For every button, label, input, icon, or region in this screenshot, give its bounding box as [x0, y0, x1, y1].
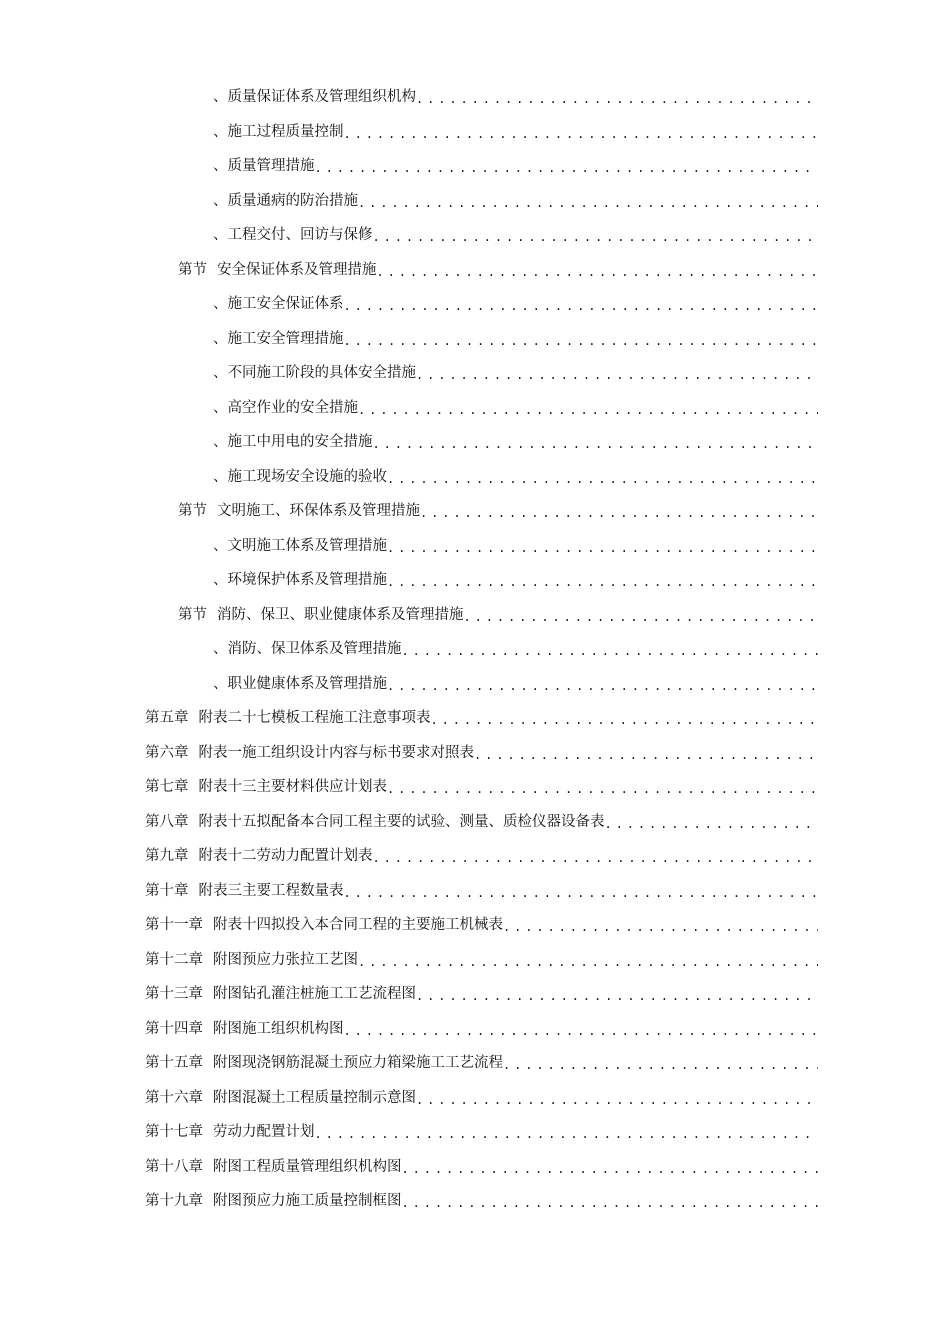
- toc-entry[interactable]: [0, 494, 950, 529]
- toc-entry-number: 第十四章: [145, 1020, 203, 1037]
- toc-entry-title: 安全保证体系及管理措施: [217, 261, 377, 278]
- toc-entry-title: 附图施工组织机构图: [213, 1020, 344, 1037]
- toc-entry[interactable]: [0, 1012, 950, 1047]
- toc-dot-leader: [344, 128, 819, 140]
- toc-entry-title: 附表十五拟配备本合同工程主要的试验、测量、质检仪器设备表: [198, 813, 605, 830]
- toc-dot-leader: [387, 680, 818, 692]
- toc-entry[interactable]: [0, 598, 950, 633]
- toc-dot-leader: [387, 783, 818, 795]
- toc-dot-leader: [373, 438, 819, 450]
- toc-dot-leader: [387, 576, 818, 588]
- toc-entry[interactable]: [0, 460, 950, 495]
- toc-dot-leader: [387, 542, 818, 554]
- toc-dot-leader: [344, 887, 819, 899]
- toc-entry[interactable]: [0, 356, 950, 391]
- toc-entry-number: 第十二章: [145, 951, 203, 968]
- toc-entry-title: 施工安全管理措施: [227, 330, 344, 347]
- toc-entry-number: 、: [213, 89, 228, 105]
- toc-entry[interactable]: [0, 632, 950, 667]
- toc-entry[interactable]: [0, 529, 950, 564]
- toc-entry[interactable]: [0, 218, 950, 253]
- toc-entry[interactable]: [0, 874, 950, 909]
- toc-dot-leader: [358, 404, 818, 416]
- toc-entry-title: 附表十四拟投入本合同工程的主要施工机械表: [213, 917, 503, 933]
- toc-dot-leader: [344, 1025, 819, 1037]
- toc-dot-leader: [377, 266, 819, 278]
- toc-entry-number: 、: [213, 399, 228, 416]
- toc-dot-leader: [344, 300, 819, 312]
- toc-entry[interactable]: [0, 1115, 950, 1150]
- toc-entry-number: 、: [213, 641, 228, 657]
- toc-entry[interactable]: [0, 1046, 950, 1081]
- toc-entry-number: 第七章: [145, 779, 189, 795]
- toc-entry[interactable]: [0, 1184, 950, 1219]
- toc-entry-number: 第九章: [145, 848, 189, 864]
- toc-entry[interactable]: [0, 667, 950, 702]
- toc-entry-number: 第节: [178, 261, 207, 278]
- toc-entry[interactable]: [0, 701, 950, 736]
- toc-entry-number: 第十七章: [145, 1124, 203, 1140]
- toc-entry[interactable]: [0, 908, 950, 943]
- table-of-contents: [0, 80, 950, 1219]
- toc-entry-number: 、: [213, 365, 228, 381]
- toc-entry-title: 施工中用电的安全措施: [227, 434, 373, 450]
- toc-entry-title: 环境保护体系及管理措施: [227, 572, 387, 588]
- toc-dot-leader: [416, 990, 818, 1002]
- toc-entry-title: 质量管理措施: [227, 158, 315, 174]
- toc-dot-leader: [387, 473, 818, 485]
- toc-entry-title: 高空作业的安全措施: [227, 399, 358, 416]
- toc-entry-number: 、: [213, 296, 228, 312]
- toc-entry-number: 第五章: [145, 710, 189, 726]
- toc-entry[interactable]: [0, 322, 950, 357]
- toc-entry-title: 消防、保卫、职业健康体系及管理措施: [217, 606, 464, 623]
- toc-dot-leader: [416, 93, 818, 105]
- toc-dot-leader: [464, 611, 819, 623]
- toc-entry-title: 附表一施工组织设计内容与标书要求对照表: [198, 744, 474, 761]
- toc-entry-title: 附图工程质量管理组织机构图: [213, 1158, 402, 1175]
- toc-entry-title: 职业健康体系及管理措施: [227, 675, 387, 692]
- toc-entry[interactable]: [0, 736, 950, 771]
- toc-entry-number: 第十三章: [145, 986, 203, 1002]
- toc-dot-leader: [373, 231, 819, 243]
- toc-entry-number: 第十章: [145, 882, 189, 899]
- toc-entry[interactable]: [0, 977, 950, 1012]
- toc-entry-number: 、: [213, 434, 228, 450]
- toc-dot-leader: [431, 714, 819, 726]
- toc-entry-title: 附表十三主要材料供应计划表: [198, 779, 387, 795]
- toc-dot-leader: [605, 818, 819, 830]
- toc-entry[interactable]: [0, 184, 950, 219]
- toc-entry-title: 劳动力配置计划: [213, 1124, 315, 1140]
- toc-dot-leader: [420, 507, 818, 519]
- toc-entry-title: 施工现场安全设施的验收: [227, 468, 387, 485]
- toc-entry-title: 质量通病的防治措施: [227, 192, 358, 209]
- toc-entry-title: 附表二十七模板工程施工注意事项表: [198, 710, 431, 726]
- toc-entry-number: 、: [213, 192, 228, 209]
- toc-entry[interactable]: [0, 149, 950, 184]
- toc-entry-number: 第六章: [145, 744, 189, 761]
- toc-entry-number: 第十一章: [145, 917, 203, 933]
- toc-dot-leader: [503, 921, 818, 933]
- toc-entry[interactable]: [0, 1081, 950, 1116]
- toc-entry-number: 第十九章: [145, 1193, 203, 1209]
- toc-entry-number: 第十八章: [145, 1158, 203, 1175]
- toc-entry-title: 附表十二劳动力配置计划表: [198, 848, 373, 864]
- toc-entry-title: 施工安全保证体系: [227, 296, 344, 312]
- toc-entry-number: 、: [213, 158, 228, 174]
- toc-entry-title: 附图预应力张拉工艺图: [213, 951, 358, 968]
- toc-entry-title: 附图预应力施工质量控制框图: [213, 1193, 402, 1209]
- toc-dot-leader: [344, 335, 819, 347]
- toc-entry-number: 、: [213, 537, 228, 554]
- toc-entry-title: 工程交付、回访与保修: [227, 227, 373, 243]
- toc-dot-leader: [315, 162, 819, 174]
- toc-dot-leader: [358, 197, 818, 209]
- toc-entry-number: 、: [213, 468, 228, 485]
- toc-entry-title: 质量保证体系及管理组织机构: [227, 89, 416, 105]
- toc-entry-number: 第节: [178, 503, 207, 519]
- toc-entry[interactable]: [0, 80, 950, 115]
- toc-entry-number: 、: [213, 123, 228, 140]
- toc-entry[interactable]: [0, 391, 950, 426]
- toc-entry-title: 施工过程质量控制: [227, 123, 344, 140]
- toc-entry[interactable]: [0, 115, 950, 150]
- toc-entry-number: 第十六章: [145, 1089, 203, 1106]
- toc-dot-leader: [373, 852, 819, 864]
- toc-entry[interactable]: [0, 943, 950, 978]
- toc-entry[interactable]: [0, 563, 950, 598]
- toc-entry-title: 附图混凝土工程质量控制示意图: [213, 1089, 416, 1106]
- toc-dot-leader: [474, 749, 818, 761]
- toc-entry[interactable]: [0, 287, 950, 322]
- toc-entry-title: 文明施工体系及管理措施: [227, 537, 387, 554]
- toc-dot-leader: [416, 1094, 818, 1106]
- toc-entry-number: 、: [213, 572, 228, 588]
- toc-entry-number: 、: [213, 675, 228, 692]
- toc-dot-leader: [402, 1197, 819, 1209]
- toc-dot-leader: [503, 1059, 818, 1071]
- toc-entry-number: 、: [213, 227, 228, 243]
- toc-entry-number: 、: [213, 330, 228, 347]
- toc-entry[interactable]: [0, 770, 950, 805]
- toc-entry-number: 第节: [178, 606, 207, 623]
- toc-dot-leader: [358, 956, 818, 968]
- toc-entry-title: 附表三主要工程数量表: [198, 882, 344, 899]
- toc-entry-number: 第八章: [145, 813, 189, 830]
- toc-entry[interactable]: [0, 839, 950, 874]
- toc-entry-number: 第十五章: [145, 1055, 203, 1071]
- toc-entry[interactable]: [0, 425, 950, 460]
- toc-dot-leader: [315, 1128, 819, 1140]
- toc-dot-leader: [402, 1163, 819, 1175]
- toc-entry-title: 附图钻孔灌注桩施工工艺流程图: [213, 986, 416, 1002]
- toc-dot-leader: [416, 369, 818, 381]
- toc-entry-title: 不同施工阶段的具体安全措施: [227, 365, 416, 381]
- toc-entry-title: 文明施工、环保体系及管理措施: [217, 503, 420, 519]
- toc-entry[interactable]: [0, 1150, 950, 1185]
- toc-entry[interactable]: [0, 805, 950, 840]
- toc-entry-title: 消防、保卫体系及管理措施: [227, 641, 402, 657]
- toc-dot-leader: [402, 645, 819, 657]
- toc-entry[interactable]: [0, 253, 950, 288]
- toc-entry-title: 附图现浇钢筋混凝土预应力箱梁施工工艺流程: [213, 1055, 503, 1071]
